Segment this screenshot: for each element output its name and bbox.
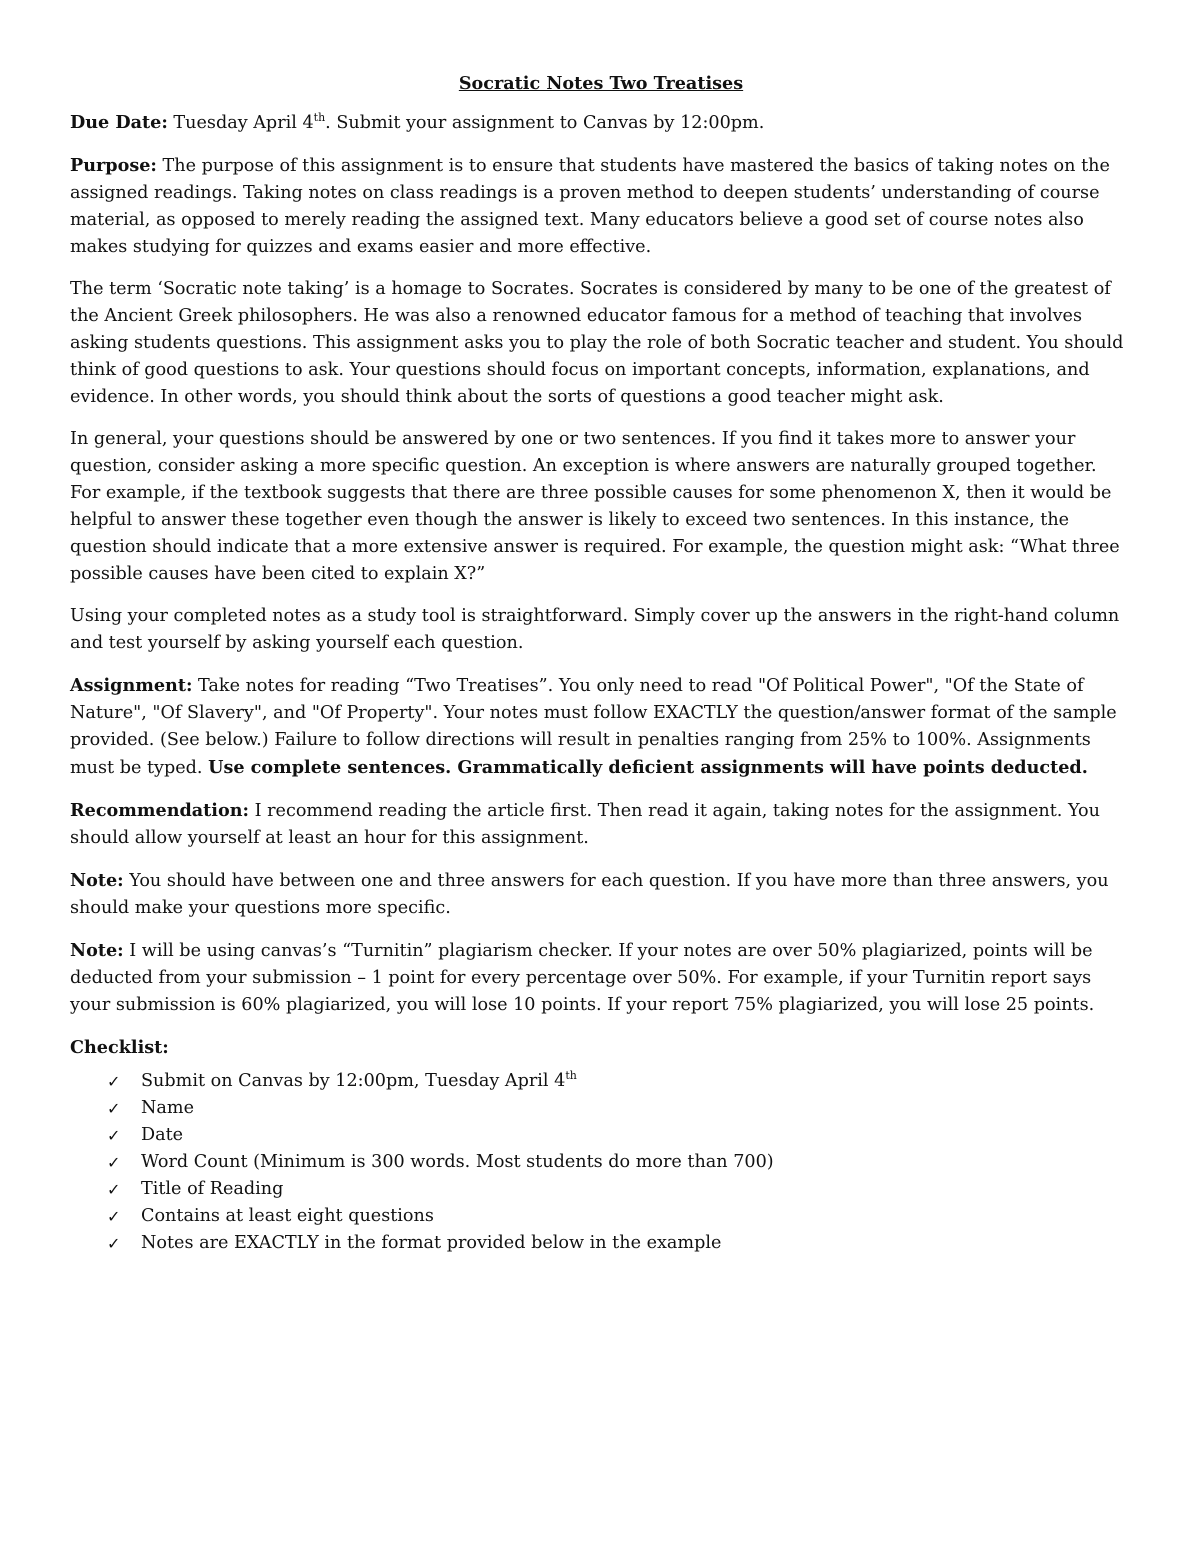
checklist-item-text: Title of Reading <box>141 1179 284 1199</box>
checklist-item <box>70 1203 1132 1230</box>
checklist-item-superscript: th <box>565 1069 577 1083</box>
assignment-paragraph <box>70 672 1132 782</box>
checkmark-icon: ✓ <box>107 1099 121 1118</box>
checkmark-icon: ✓ <box>107 1126 121 1145</box>
note-text-2: I will be using canvas’s “Turnitin” plagiarism checker. If your notes are over 50% plagiarized, points will be deducted from your submission – 1 point for every percentage over 50%. For example, if your Turnitin report says your submission is 60% plagiarized, you will lose 10 points. If your report 75% plagiarized, you will lose 25 points. <box>70 941 1095 1015</box>
recommendation-paragraph <box>70 797 1132 852</box>
assignment-text: Take notes for reading “Two Treatises”. You only need to read "Of Political Power", "Of the State of Nature", "Of Slavery", and "Of Property". Your notes must follow EXACTLY the question/answer format of the sample provided. (See below.) Failure to follow directions will result in penalties ranging from 25% to 100%. Assignments must be typed. <box>70 676 1117 778</box>
checklist-heading <box>70 1034 1132 1062</box>
purpose-label: Purpose: <box>70 155 157 176</box>
checklist-item-text: Submit on Canvas by 12:00pm, Tuesday April 4 <box>141 1071 566 1091</box>
note-paragraph-2 <box>70 937 1132 1019</box>
checklist-item-text: Contains at least eight questions <box>141 1206 434 1226</box>
socratic-paragraph: The term ‘Socratic note taking’ is a homage to Socrates. Socrates is considered by many to be one of the greatest of the Ancient Greek philosophers. He was also a renowned educator famous for a method of teaching that involves asking students questions. This assignment asks you to play the role of both Socratic teacher and student. You should think of good questions to ask. Your questions should focus on important concepts, information, explanations, and evidence. In other words, you should think about the sorts of questions a good teacher might ask. <box>70 279 1124 407</box>
assignment-bold-text: Use complete sentences. Grammatically deficient assignments will have points deducted. <box>208 757 1088 778</box>
checkmark-icon: ✓ <box>107 1072 121 1091</box>
checklist-item-text: Date <box>141 1125 184 1145</box>
general-paragraph: In general, your questions should be answered by one or two sentences. If you find it takes more to answer your question, consider asking a more specific question. An exception is where answers are naturally grouped together. For example, if the textbook suggests that there are three possible causes for some phenomenon X, then it would be helpful to answer these together even though the answer is likely to exceed two sentences. In this instance, the question should indicate that a more extensive answer is required. For example, the question might ask: “What three possible causes have been cited to explain X?” <box>70 429 1120 584</box>
document-page <box>70 70 1132 1257</box>
checkmark-icon: ✓ <box>107 1234 121 1253</box>
checklist-item <box>70 1122 1132 1149</box>
checkmark-icon: ✓ <box>107 1153 121 1172</box>
checklist <box>70 1068 1132 1257</box>
checklist-item <box>70 1149 1132 1176</box>
checklist-item-text: Word Count (Minimum is 300 words. Most students do more than 700) <box>141 1152 774 1172</box>
due-date-text-after: . Submit your assignment to Canvas by 12:00pm. <box>325 113 765 133</box>
due-date-paragraph <box>70 109 1132 137</box>
due-date-superscript: th <box>313 111 326 125</box>
note-text-1: You should have between one and three answers for each question. If you have more than three answers, you should make your questions more specific. <box>70 871 1109 918</box>
purpose-paragraph <box>70 152 1132 261</box>
recommendation-text: I recommend reading the article first. Then read it again, taking notes for the assignment. You should allow yourself at least an hour for this assignment. <box>70 801 1100 848</box>
checkmark-icon: ✓ <box>107 1180 121 1199</box>
study-paragraph: Using your completed notes as a study tool is straightforward. Simply cover up the answers in the right-hand column and test yourself by asking yourself each question. <box>70 606 1120 653</box>
assignment-label: Assignment: <box>70 675 193 696</box>
checkmark-icon: ✓ <box>107 1207 121 1226</box>
page-title: Socratic Notes Two Treatises <box>458 73 744 94</box>
recommendation-label: Recommendation: <box>70 800 250 821</box>
note-paragraph-1 <box>70 867 1132 922</box>
checklist-label: Checklist: <box>70 1037 169 1058</box>
checklist-item <box>70 1068 1132 1095</box>
checklist-item-text: Name <box>141 1098 194 1118</box>
due-date-label: Due Date: <box>70 112 168 133</box>
due-date-text: Tuesday April 4 <box>167 113 314 133</box>
note-label-2: Note: <box>70 940 124 961</box>
purpose-text: The purpose of this assignment is to ensure that students have mastered the basics of taking notes on the assigned readings. Taking notes on class readings is a proven method to deepen students’ understanding of course material, as opposed to merely reading the assigned text. Many educators believe a good set of course notes also makes studying for quizzes and exams easier and more effective. <box>70 156 1110 257</box>
note-label-1: Note: <box>70 870 124 891</box>
checklist-item <box>70 1230 1132 1257</box>
checklist-item <box>70 1095 1132 1122</box>
checklist-item <box>70 1176 1132 1203</box>
checklist-item-text: Notes are EXACTLY in the format provided below in the example <box>141 1233 722 1253</box>
